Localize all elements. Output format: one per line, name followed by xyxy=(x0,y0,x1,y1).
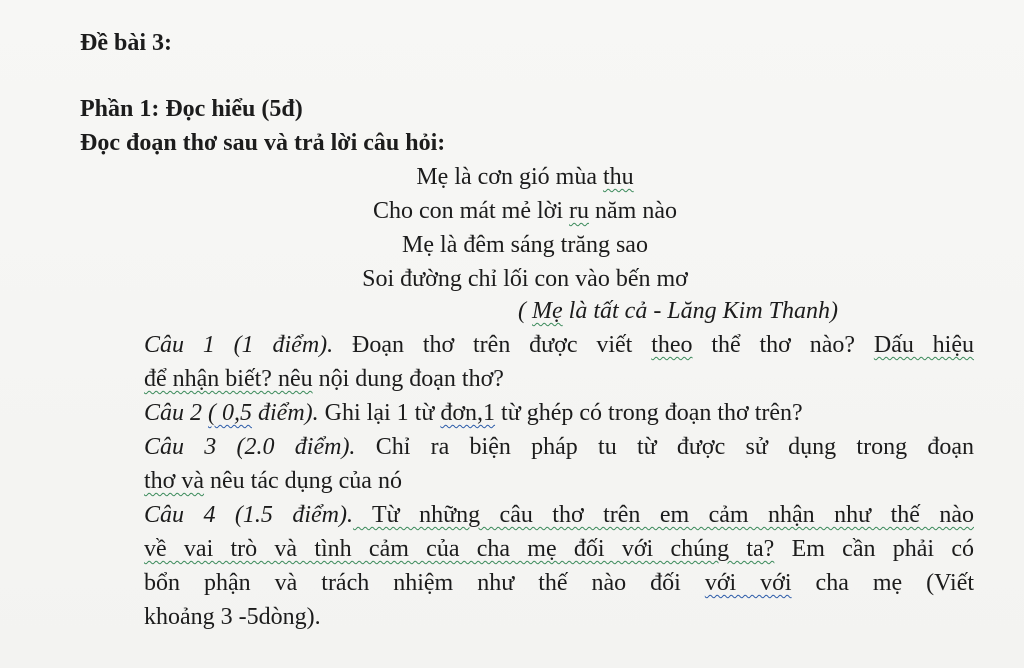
poem-line-3: Mẹ là đêm sáng trăng sao xyxy=(402,232,648,258)
poem-source-rest: là tất cả - Lăng Kim Thanh) xyxy=(562,298,838,324)
poem-line-1-marked: thu xyxy=(602,164,634,190)
poem-line-2-marked: ru xyxy=(569,198,589,224)
question-2-text-c: từ ghép có trong đoạn thơ trên? xyxy=(495,400,803,426)
question-3-label: Câu 3 (2.0 điểm). xyxy=(144,434,356,460)
question-3-text-a: Chỉ ra biện pháp tu từ được sử dụng trong đoạn xyxy=(355,434,974,460)
part1-heading: Phần 1: Đọc hiểu (5đ) xyxy=(80,96,303,122)
question-2-label-c: điểm). xyxy=(252,400,319,426)
poem-line-2-text: Cho con mát mẻ lời xyxy=(373,198,569,224)
poem-line-4: Soi đường chỉ lối con vào bến mơ xyxy=(362,266,688,292)
question-3-marked: thơ và xyxy=(144,468,205,494)
question-4-text-b: bổn phận và trách nhiệm như thế nào đối xyxy=(144,570,705,596)
question-1-marked-b: Dấu hiệu xyxy=(873,332,975,358)
exam-title: Đề bài 3: xyxy=(80,30,172,56)
question-4-text-c: cha mẹ (Viết xyxy=(791,570,975,596)
question-1-text-b: thể thơ nào? xyxy=(692,332,874,358)
question-4-marked-c: với với xyxy=(704,570,792,596)
question-4-line-1 xyxy=(144,500,974,530)
question-4-marked-a: Từ những câu thơ trên em cảm nhận như thế nào xyxy=(352,502,974,528)
question-1-text-a: Đoạn thơ trên được viết xyxy=(333,332,652,358)
poem-line-2 xyxy=(0,196,1024,226)
poem-source-marked: Mẹ xyxy=(532,298,563,324)
question-3-line-2 xyxy=(144,466,402,496)
question-1-line-1 xyxy=(144,330,974,360)
poem-source xyxy=(518,296,838,326)
question-4-line-3 xyxy=(144,568,974,598)
poem-line-1-text: Mẹ là cơn gió mùa xyxy=(416,164,603,190)
question-1-label: Câu 1 (1 điểm). xyxy=(144,332,334,358)
question-1-marked-c: để nhận biết? nêu xyxy=(144,366,313,392)
question-2-text-a: Ghi lại 1 từ xyxy=(318,400,441,426)
question-4-line-2 xyxy=(144,534,974,564)
poem-source-open: ( xyxy=(518,298,532,324)
question-2-label-a: Câu 2 xyxy=(144,400,209,426)
question-1-line-2 xyxy=(144,364,504,394)
question-2-line xyxy=(144,398,803,428)
question-4-line-4: khoảng 3 -5dòng). xyxy=(144,604,321,630)
question-1-marked-a: theo xyxy=(651,332,693,358)
question-3-text-b: nêu tác dụng của nó xyxy=(204,468,402,494)
question-4-text-a: Em cần phải có xyxy=(774,536,974,562)
poem-line-1 xyxy=(0,162,1024,192)
question-4-label: Câu 4 (1.5 điểm). xyxy=(144,502,353,528)
question-2-label-b: ( 0,5 xyxy=(208,400,253,426)
part1-instruction: Đọc đoạn thơ sau và trả lời câu hỏi: xyxy=(80,130,446,156)
question-4-marked-b: về vai trò và tình cảm của cha mẹ đối với chúng ta? xyxy=(144,536,775,562)
poem-line-2-rest: năm nào xyxy=(589,198,677,224)
question-1-text-c: nội dung đoạn thơ? xyxy=(312,366,504,392)
question-3-line-1 xyxy=(144,432,974,462)
question-2-marked: đơn,1 xyxy=(440,400,496,426)
